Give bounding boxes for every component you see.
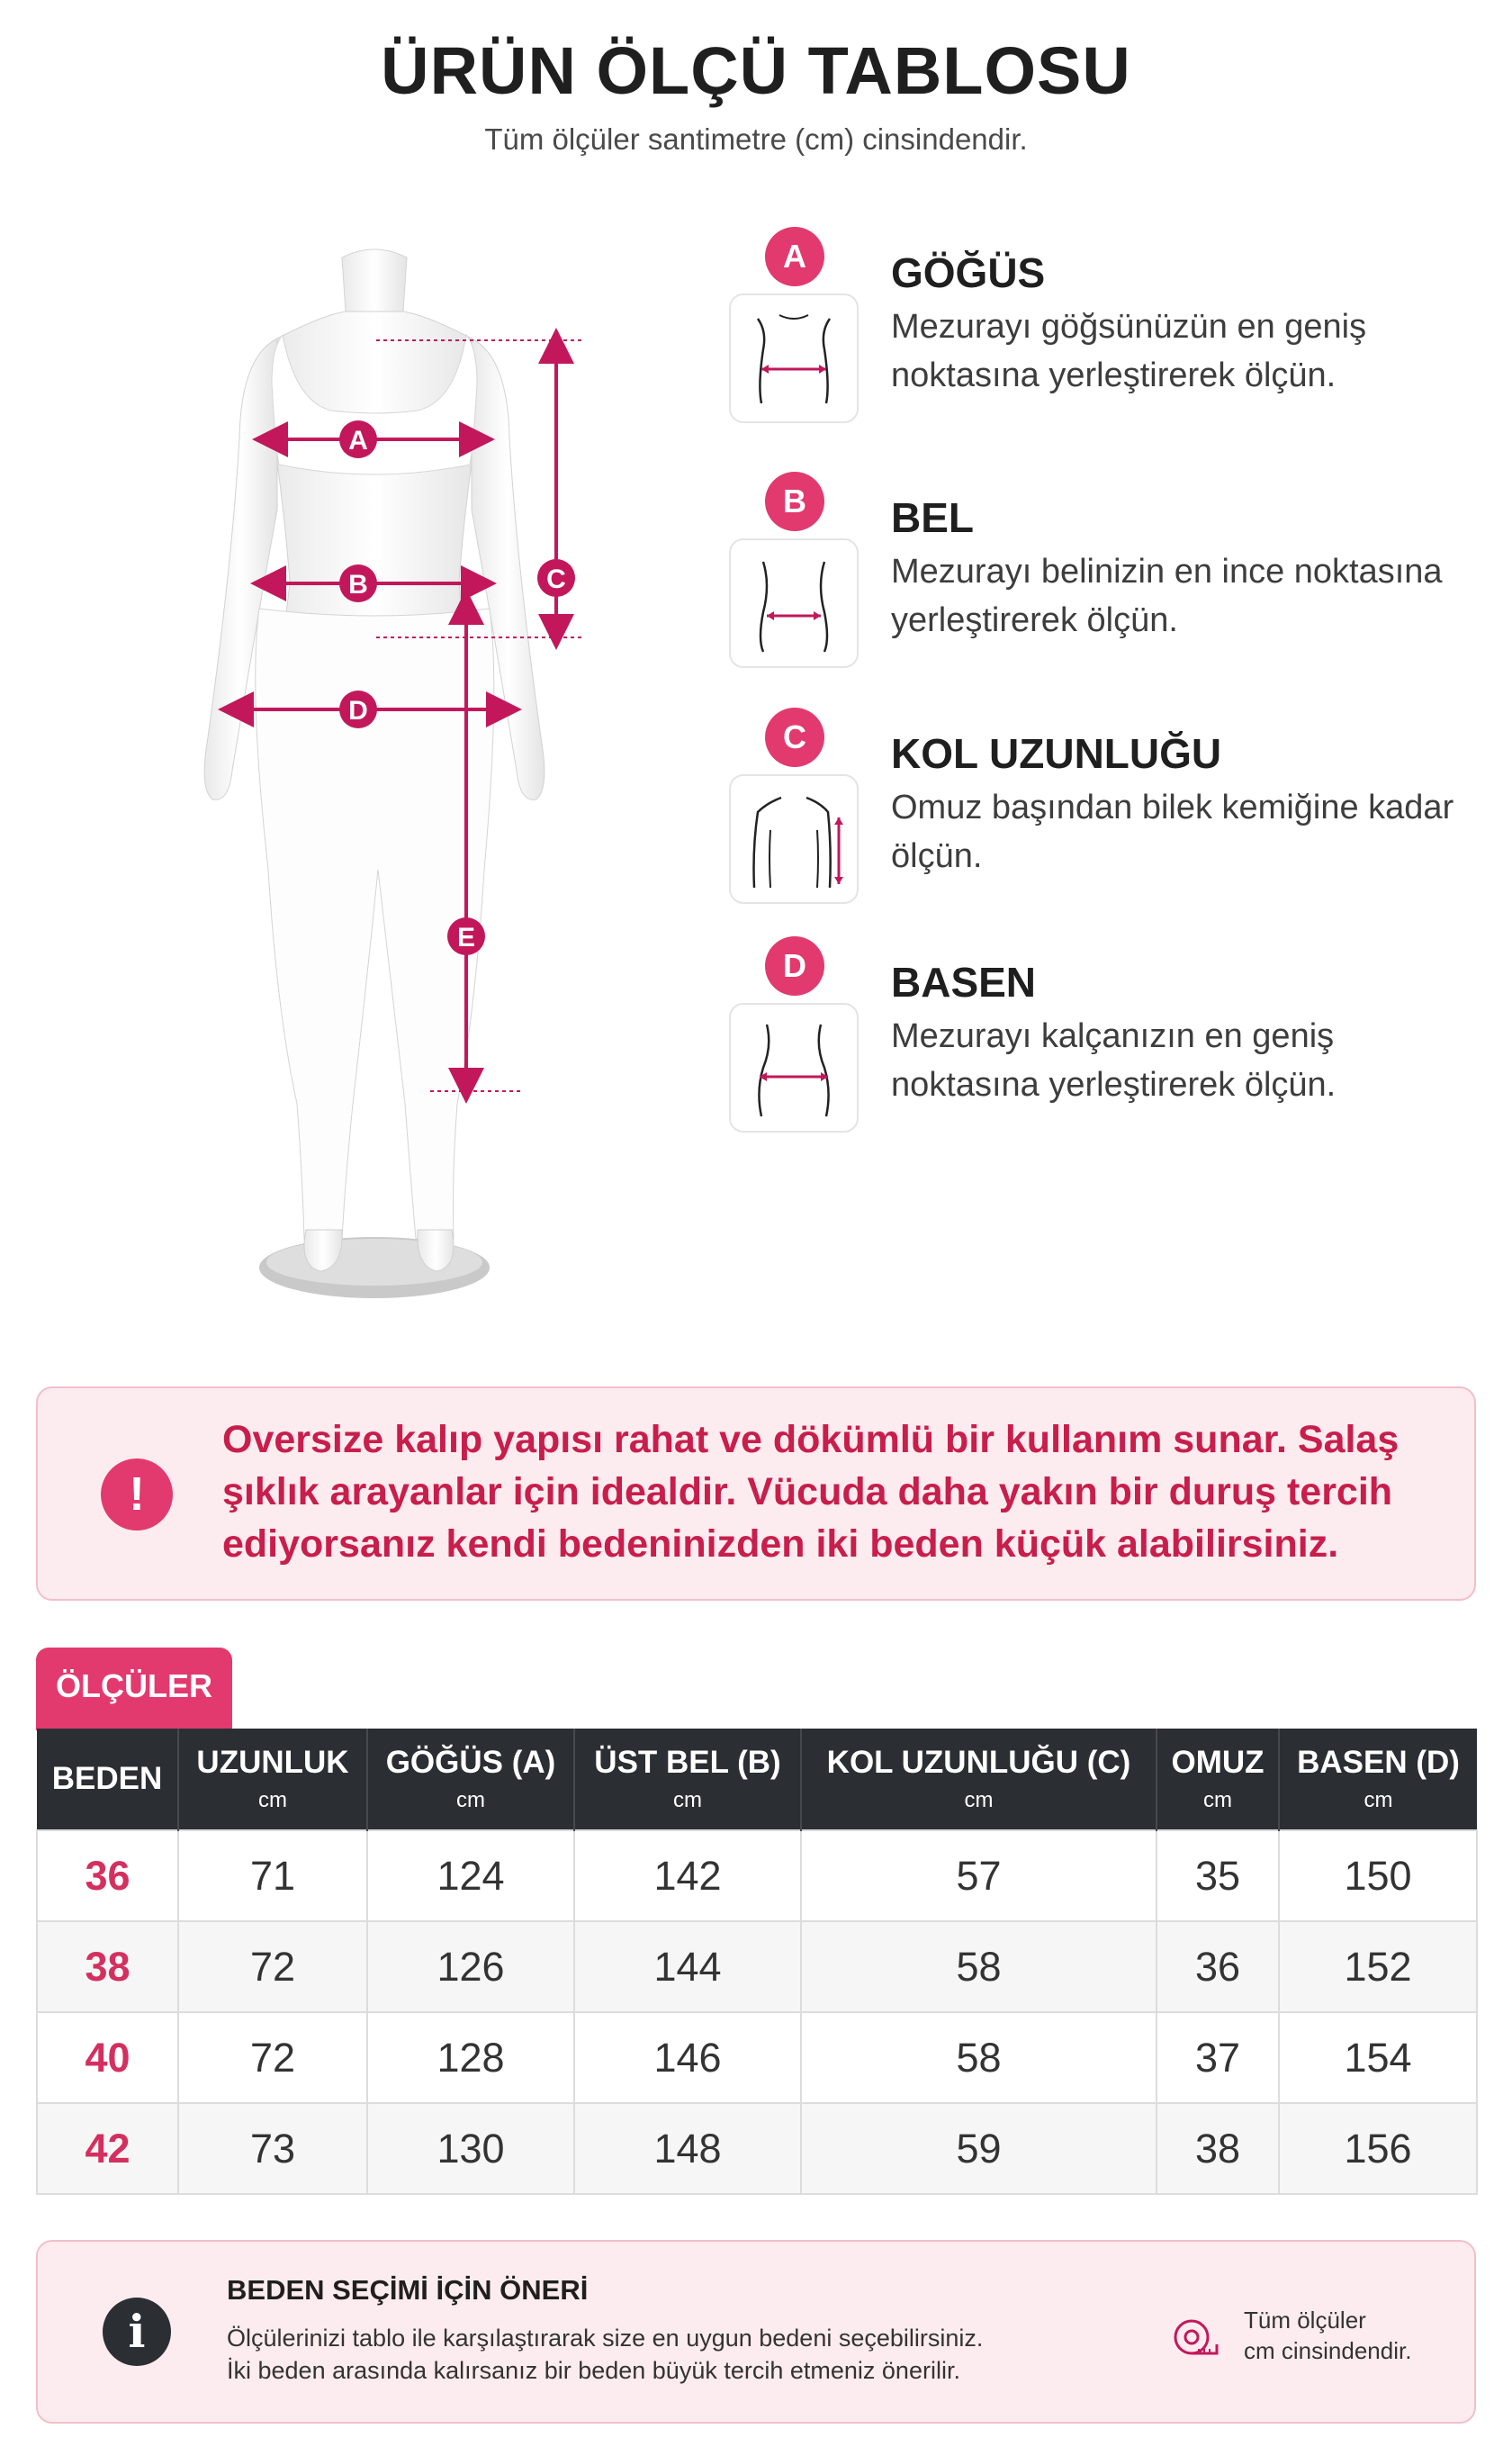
cell-uzunluk: 72 (178, 2012, 367, 2103)
label-a: A (348, 426, 368, 456)
cell-kol-uzunlugu: 59 (801, 2103, 1156, 2194)
info-line-1: Ölçülerinizi tablo ile karşılaştırarak size en uygun bedeni seçebilirsiniz. (227, 2325, 984, 2352)
unit-note-line-2: cm cinsindendir. (1244, 2337, 1412, 2364)
cell-gogus: 126 (367, 1921, 574, 2012)
cell-uzunluk: 72 (178, 1921, 367, 2012)
col-header-ust-bel: ÜST BEL (B) cm (574, 1729, 801, 1830)
measure-title: KOL UZUNLUĞU (891, 730, 1222, 777)
measuring-tape-icon (1170, 2314, 1220, 2364)
fit-alert (36, 1386, 1476, 1601)
label-e: E (456, 923, 476, 953)
cell-ust-bel: 148 (574, 2103, 801, 2194)
col-header-gogus: GÖĞÜS (A) cm (367, 1729, 574, 1830)
exclamation-icon: ! (101, 1458, 173, 1530)
cell-basen: 152 (1279, 1921, 1477, 2012)
info-title: BEDEN SEÇİMİ İÇİN ÖNERİ (227, 2274, 589, 2306)
tab-measurements[interactable]: ÖLÇÜLER (36, 1648, 232, 1730)
cell-omuz: 38 (1156, 2103, 1279, 2194)
table-row (37, 1921, 1477, 2012)
cell-ust-bel: 146 (574, 2012, 801, 2103)
table-row (37, 2103, 1477, 2194)
hip-measure-icon (729, 1003, 859, 1133)
cell-basen: 150 (1279, 1830, 1477, 1921)
measure-title: BASEN (891, 959, 1037, 1006)
mannequin-figure (106, 239, 610, 1320)
col-header-kol-uzunlugu: KOL UZUNLUĞU (C) cm (801, 1729, 1156, 1830)
alert-text: Oversize kalıp yapısı rahat ve dökümlü bir kullanım sunar. Salaş şıklık arayanlar için idealdir. Vücuda daha yakın bir duruş tercih ediyorsanız kendi bedeninizden iki beden küçük alabilirsiniz. (222, 1418, 1400, 1566)
measure-desc: Mezurayı belinizin en ince noktasına yerleştirerek ölçün. (891, 553, 1443, 639)
badge-a: A (765, 227, 824, 286)
cell-omuz: 35 (1156, 1830, 1279, 1921)
cell-ust-bel: 142 (574, 1830, 801, 1921)
measure-desc: Omuz başından bilek kemiğine kadar ölçün. (891, 789, 1454, 875)
measure-item-sleeve (729, 708, 1485, 933)
col-header-uzunluk: UZUNLUK cm (178, 1729, 367, 1830)
cell-basen: 154 (1279, 2012, 1477, 2103)
col-header-basen: BASEN (D) cm (1279, 1729, 1477, 1830)
badge-d: D (765, 936, 824, 996)
measure-title: BEL (891, 494, 974, 541)
cell-gogus: 130 (367, 2103, 574, 2194)
col-header-beden: BEDEN (37, 1729, 178, 1830)
waist-measure-icon (729, 538, 859, 668)
measure-item-waist (729, 472, 1485, 697)
info-line-2: İki beden arasında kalırsanız bir beden büyük tercih etmeniz önerilir. (227, 2357, 960, 2384)
badge-c: C (765, 708, 824, 767)
info-icon: i (103, 2298, 171, 2366)
cell-ust-bel: 144 (574, 1921, 801, 2012)
label-d: D (348, 696, 368, 726)
cell-kol-uzunlugu: 58 (801, 2012, 1156, 2103)
measure-item-hip (729, 936, 1485, 1161)
cell-omuz: 36 (1156, 1921, 1279, 2012)
cell-uzunluk: 73 (178, 2103, 367, 2194)
cell-beden: 42 (37, 2103, 178, 2194)
cell-kol-uzunlugu: 57 (801, 1830, 1156, 1921)
table-header-row (37, 1729, 1477, 1830)
cell-omuz: 37 (1156, 2012, 1279, 2103)
cell-uzunluk: 71 (178, 1830, 367, 1921)
measure-title: GÖĞÜS (891, 249, 1046, 296)
sleeve-measure-icon (729, 774, 859, 904)
cell-basen: 156 (1279, 2103, 1477, 2194)
table-row (37, 1830, 1477, 1921)
page-title: ÜRÜN ÖLÇÜ TABLOSU (381, 33, 1131, 108)
measure-item-chest (729, 227, 1485, 452)
mannequin-illustration (106, 239, 610, 1320)
size-table (36, 1729, 1478, 2195)
col-header-omuz: OMUZ cm (1156, 1729, 1279, 1830)
cell-kol-uzunlugu: 58 (801, 1921, 1156, 2012)
label-c: C (546, 564, 566, 594)
chest-measure-icon (729, 293, 859, 423)
unit-note-line-1: Tüm ölçüler (1244, 2307, 1366, 2334)
cell-beden: 40 (37, 2012, 178, 2103)
measure-desc: Mezurayı göğsünüzün en geniş noktasına yerleştirerek ölçün. (891, 308, 1367, 394)
size-recommendation-box (36, 2240, 1476, 2424)
badge-b: B (765, 472, 824, 531)
measure-desc: Mezurayı kalçanızın en geniş noktasına yerleştirerek ölçün. (891, 1017, 1336, 1104)
label-b: B (348, 570, 368, 600)
cell-beden: 38 (37, 1921, 178, 2012)
cell-gogus: 128 (367, 2012, 574, 2103)
unit-note (1244, 2305, 1460, 2366)
page-subtitle: Tüm ölçüler santimetre (cm) cinsindendir. (484, 122, 1028, 156)
cell-beden: 36 (37, 1830, 178, 1921)
cell-gogus: 124 (367, 1830, 574, 1921)
table-row (37, 2012, 1477, 2103)
